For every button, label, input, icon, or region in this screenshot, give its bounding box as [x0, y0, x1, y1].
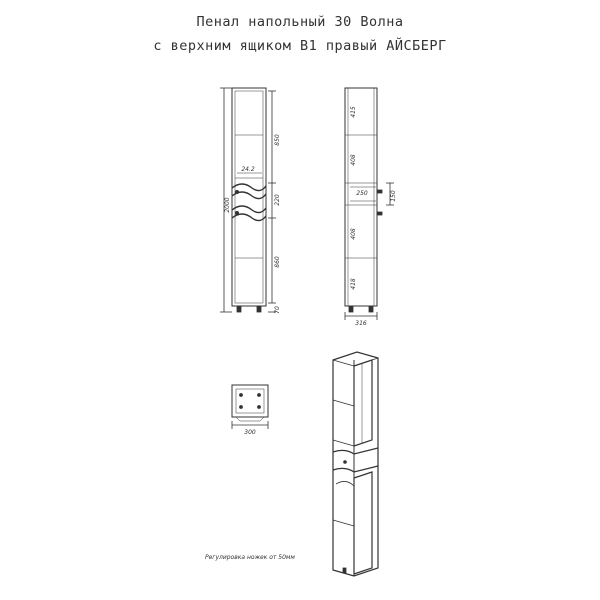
top-view [232, 385, 268, 429]
side-d4-label: 418 [350, 278, 357, 290]
drawer-height-label: 220 [274, 194, 281, 206]
top-section-label: 850 [274, 134, 281, 146]
perspective-view [333, 352, 378, 576]
drawing-title-line2: с верхним ящиком В1 правый АЙСБЕРГ [153, 38, 447, 54]
top-width-label: 300 [244, 429, 256, 436]
side-handle-label: 150 [390, 190, 397, 202]
drawing-title-line1: Пенал напольный 30 Волна [196, 14, 404, 30]
drawer-width-label: 24.2 [241, 166, 255, 173]
legs-label: 70 [274, 306, 281, 314]
side-drawer-label: 250 [356, 190, 368, 197]
side-d2-label: 408 [350, 154, 357, 166]
legs-adjust-note: Регулировка ножек от 50мм [205, 554, 295, 561]
side-d3-label: 408 [350, 228, 357, 240]
side-depth-label: 316 [355, 320, 367, 327]
bottom-section-label: 860 [274, 256, 281, 268]
side-d1-label: 415 [350, 106, 357, 118]
height-total-label: 2000 [224, 197, 231, 213]
